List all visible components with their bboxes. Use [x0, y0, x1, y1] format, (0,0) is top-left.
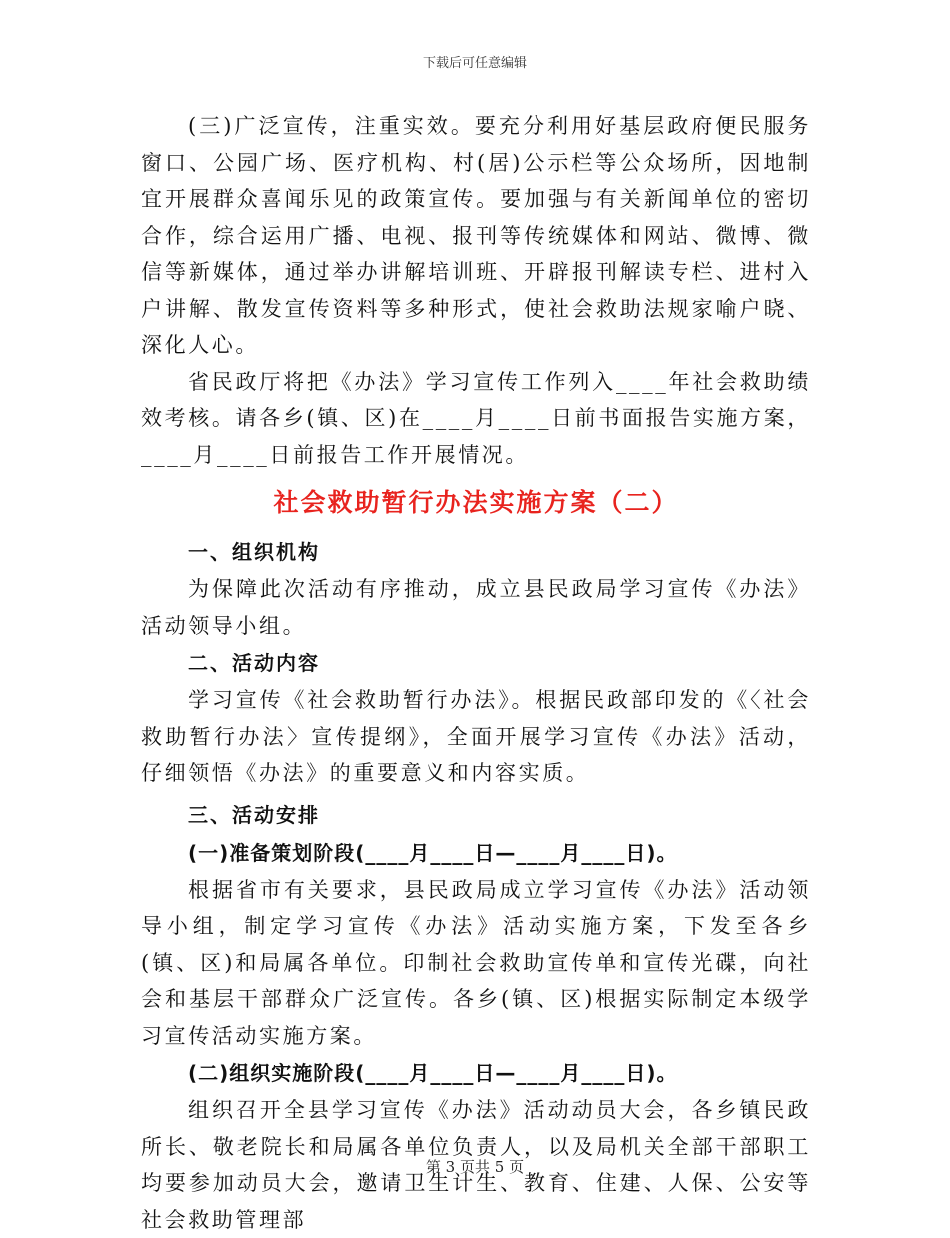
section-heading-arrangement: 三、活动安排 [188, 802, 320, 827]
paragraph-publicity: (三)广泛宣传，注重实效。要充分利用好基层政府便民服务窗口、公园广场、医疗机构、村(居)公示栏等公众场所，因地制宜开展群众喜闻乐见的政策宣传。要加强与有关新闻单位的密切合作，综合运用广播、电视、报刊等传统媒体和网站、微博、微信等新媒体，通过举办讲解培训班、开辟报刊解读专栏、进村入户讲解、散发宣传资料等多种形式，使社会救助法规家喻户晓、深化人心。 [141, 114, 811, 357]
paragraph-organization: 为保障此次活动有序推动，成立县民政局学习宣传《办法》活动领导小组。 [141, 577, 811, 638]
paragraph-implementation: 组织召开全县学习宣传《办法》活动动员大会，各乡镇民政所长、敬老院长和局属各单位负责人，以及局机关全部干部职工均要参加动员大会，邀请卫生计生、教育、住建、人保、公安等社会救助管理部 [141, 1098, 811, 1232]
page-header: 下载后可任意编辑 [422, 56, 527, 71]
stage-heading-preparation: (一)准备策划阶段(____月____日—____月____日)。 [188, 840, 678, 865]
paragraph-reporting: 省民政厅将把《办法》学习宣传工作列入____年社会救助绩效考核。请各乡(镇、区)在____月____日前书面报告实施方案，____月____日前报告工作开展情况。 [141, 369, 811, 467]
page-footer: 第 3 页共 5 页 [425, 1158, 525, 1176]
paragraph-preparation: 根据省市有关要求，县民政局成立学习宣传《办法》活动领导小组，制定学习宣传《办法》活动实施方案，下发至各乡(镇、区)和局属各单位。印制社会救助宣传单和宣传光碟，向社会和基层干部群众广泛宣传。各乡(镇、区)根据实际制定本级学习宣传活动实施方案。 [141, 877, 811, 1048]
document-title: 社会救助暂行办法实施方案（二） [273, 488, 679, 517]
paragraph-content: 学习宣传《社会救助暂行办法》。根据民政部印发的《〈社会救助暂行办法〉宣传提纲》，全面开展学习宣传《办法》活动，仔细领悟《办法》的重要意义和内容实质。 [141, 688, 811, 785]
section-heading-organization: 一、组织机构 [188, 540, 320, 564]
document-body [141, 108, 811, 1238]
section-heading-content: 二、活动内容 [188, 651, 320, 675]
stage-heading-implementation: (二)组织实施阶段(____月____日—____月____日)。 [188, 1061, 678, 1085]
